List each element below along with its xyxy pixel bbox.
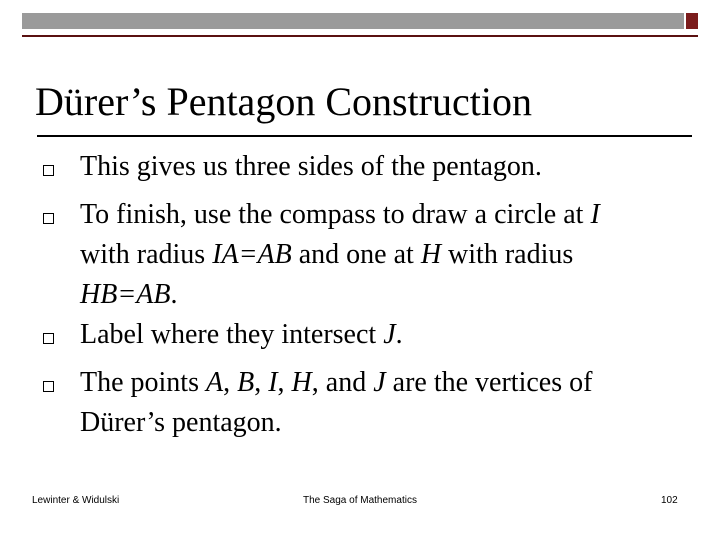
- italic-math-text: J: [373, 367, 386, 398]
- italic-math-text: H: [291, 367, 312, 398]
- bullet-text: [80, 318, 690, 358]
- bullet-text: [80, 366, 690, 446]
- bullet-line: [80, 318, 690, 358]
- text-run: The points: [80, 367, 206, 398]
- square-bullet-icon: [43, 213, 54, 224]
- italic-math-text: I: [590, 199, 600, 230]
- italic-math-text: H: [420, 239, 442, 270]
- footer-page-number: 102: [661, 495, 678, 506]
- italic-math-text: IA=AB: [212, 239, 292, 270]
- bullet-line: [80, 238, 690, 278]
- italic-math-text: B: [237, 367, 255, 398]
- bullet-line: [80, 150, 690, 190]
- footer-book-title: The Saga of Mathematics: [303, 495, 417, 506]
- maroon-band: [22, 35, 698, 37]
- italic-math-text: HB=AB: [80, 279, 171, 310]
- text-run: with radius: [441, 239, 574, 270]
- italic-math-text: A: [206, 367, 224, 398]
- bullet-line: [80, 278, 690, 318]
- text-run: , and: [311, 367, 374, 398]
- slide-title: Dürer’s Pentagon Construction: [35, 79, 532, 124]
- text-run: ,: [277, 367, 292, 398]
- band-container: [22, 13, 698, 37]
- text-run: ,: [223, 367, 238, 398]
- square-bullet-icon: [43, 333, 54, 344]
- text-run: ,: [254, 367, 269, 398]
- square-bullet-icon: [43, 165, 54, 176]
- text-run: and one at: [291, 239, 421, 270]
- bullet-line: [80, 366, 690, 406]
- text-run: .: [170, 279, 178, 310]
- text-run: with radius: [80, 239, 213, 270]
- bullet-line: [80, 406, 690, 446]
- text-run: .: [395, 319, 403, 350]
- bullet-line: [80, 198, 690, 238]
- text-run: To finish, use the compass to draw a circle at: [80, 199, 591, 230]
- text-run: This gives us three sides of the pentagon.: [80, 151, 542, 182]
- gray-band: [22, 13, 684, 29]
- bullet-text: [80, 198, 690, 318]
- footer-authors: Lewinter & Widulski: [32, 495, 120, 506]
- text-run: Label where they intersect: [80, 319, 384, 350]
- band-accent-box: [686, 13, 698, 29]
- title-underline: [37, 135, 692, 137]
- text-run: are the vertices of: [385, 367, 593, 398]
- text-run: Dürer’s pentagon.: [80, 407, 282, 438]
- italic-math-text: J: [383, 319, 396, 350]
- bullet-text: [80, 150, 690, 190]
- square-bullet-icon: [43, 381, 54, 392]
- italic-math-text: I: [268, 367, 278, 398]
